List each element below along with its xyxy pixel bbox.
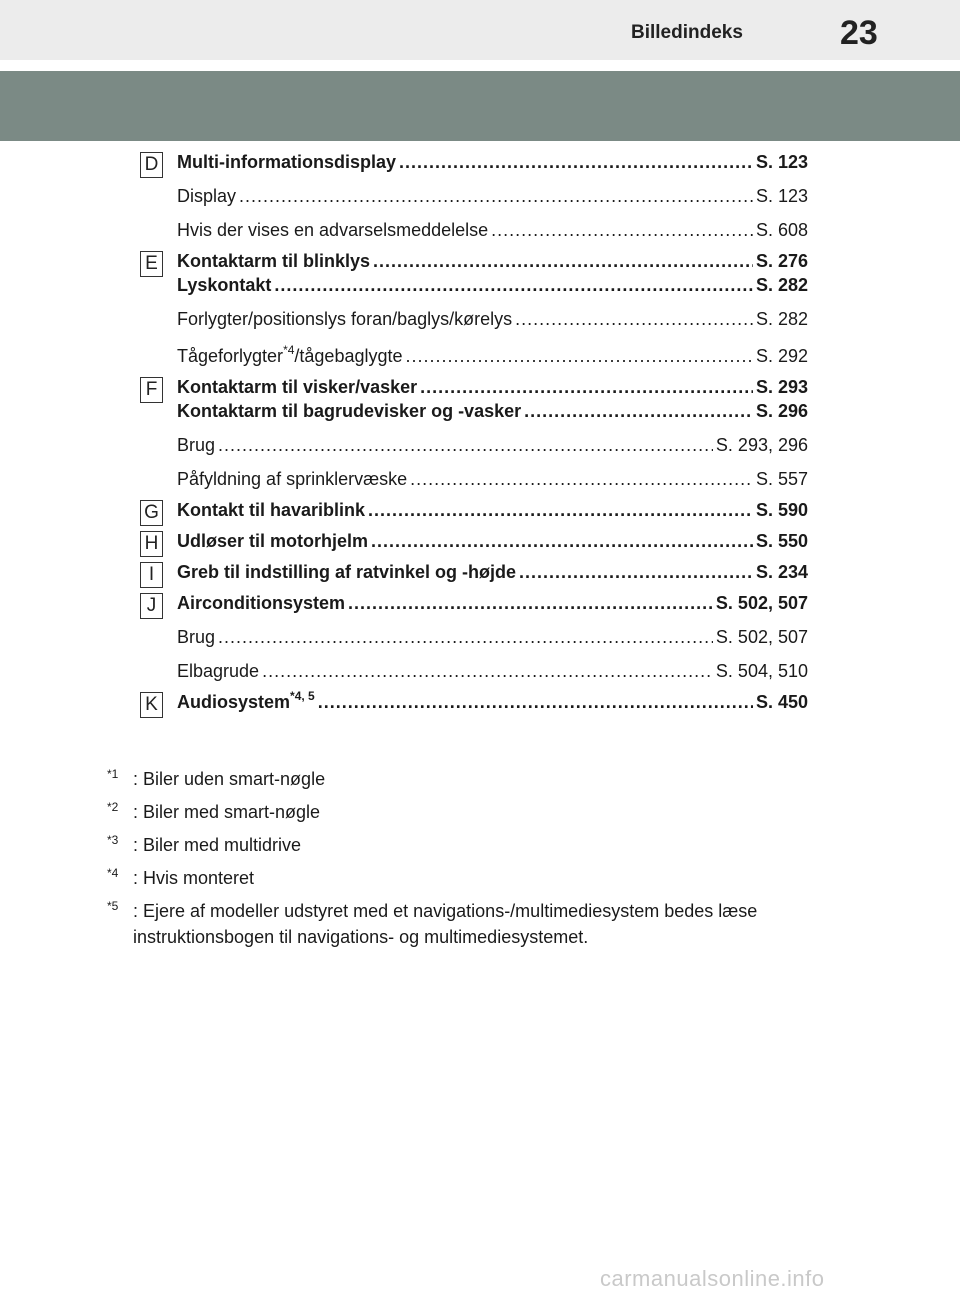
index-entries: [140, 150, 808, 721]
footnote-ref: *4: [283, 343, 295, 357]
index-group-d: [140, 150, 808, 242]
header-band: [0, 0, 960, 60]
index-group-e: [140, 249, 808, 368]
index-group-i: [140, 560, 808, 584]
index-entry: Kontaktarm til visker/vasker ..... S. 293: [177, 375, 808, 399]
index-entry: Audiosystem$^{*4, 5}$ ..... S. 450: [177, 690, 808, 714]
index-entry: Tågeforlygter$^{*4}$/tågebaglygte ..... S. 292: [177, 344, 808, 368]
index-entry: Display ..... S. 123: [177, 184, 808, 208]
index-entry: Hvis der vises en advarselsmeddelelse ..... S. 608: [177, 218, 808, 242]
letter-marker: G: [140, 500, 163, 526]
letter-marker: H: [140, 531, 163, 557]
index-group-k: [140, 690, 808, 714]
index-entry: Brug ..... S. 293, 296: [177, 433, 808, 457]
section-title: Billedindeks: [631, 22, 743, 43]
footnote: $^{*3}$ : Biler med multidrive: [107, 833, 302, 855]
decorative-band: [0, 71, 960, 141]
index-entry: Forlygter/positionslys foran/baglys/kørelys ..... S. 282: [177, 307, 808, 331]
footnotes: [107, 766, 807, 957]
letter-marker: F: [140, 377, 163, 403]
index-entry: Udløser til motorhjelm ..... S. 550: [177, 529, 808, 553]
index-entry: Brug ..... S. 502, 507: [177, 625, 808, 649]
index-group-g: [140, 498, 808, 522]
letter-marker: D: [140, 152, 163, 178]
footnote: $^{*4}$ : Hvis monteret: [107, 866, 255, 888]
page-number: 23: [840, 14, 878, 52]
index-entry: Påfyldning af sprinklervæske ..... S. 557: [177, 467, 808, 491]
letter-marker: K: [140, 692, 163, 718]
footnote: $^{*1}$ : Biler uden smart-nøgle: [107, 767, 326, 789]
index-entry: Elbagrude ..... S. 504, 510: [177, 659, 808, 683]
footnote: $^{*5}$ : Ejere af modeller udstyret med et navigations-/multimediesystem bedes læse instruktionsbogen til navigations- og multimediesystemet.: [107, 899, 758, 947]
index-entry: Kontaktarm til bagrudevisker og -vasker ..... S. 296: [177, 399, 808, 423]
index-entry: Airconditionsystem ..... S. 502, 507: [177, 591, 808, 615]
index-entry: Multi-informationsdisplay ..... S. 123: [177, 150, 808, 174]
index-group-j: [140, 591, 808, 683]
letter-marker: E: [140, 251, 163, 277]
index-entry: Kontakt til havariblink ..... S. 590: [177, 498, 808, 522]
index-group-h: [140, 529, 808, 553]
footnote-ref: *4, 5: [290, 689, 315, 703]
letter-marker: J: [140, 593, 163, 619]
letter-marker: I: [140, 562, 163, 588]
index-entry: Kontaktarm til blinklys ..... S. 276: [177, 249, 808, 273]
index-group-f: [140, 375, 808, 491]
index-entry: Lyskontakt ..... S. 282: [177, 273, 808, 297]
index-entry: Greb til indstilling af ratvinkel og -højde ..... S. 234: [177, 560, 808, 584]
footnote: $^{*2}$ : Biler med smart-nøgle: [107, 800, 321, 822]
watermark: carmanualsonline.info: [600, 1266, 825, 1291]
